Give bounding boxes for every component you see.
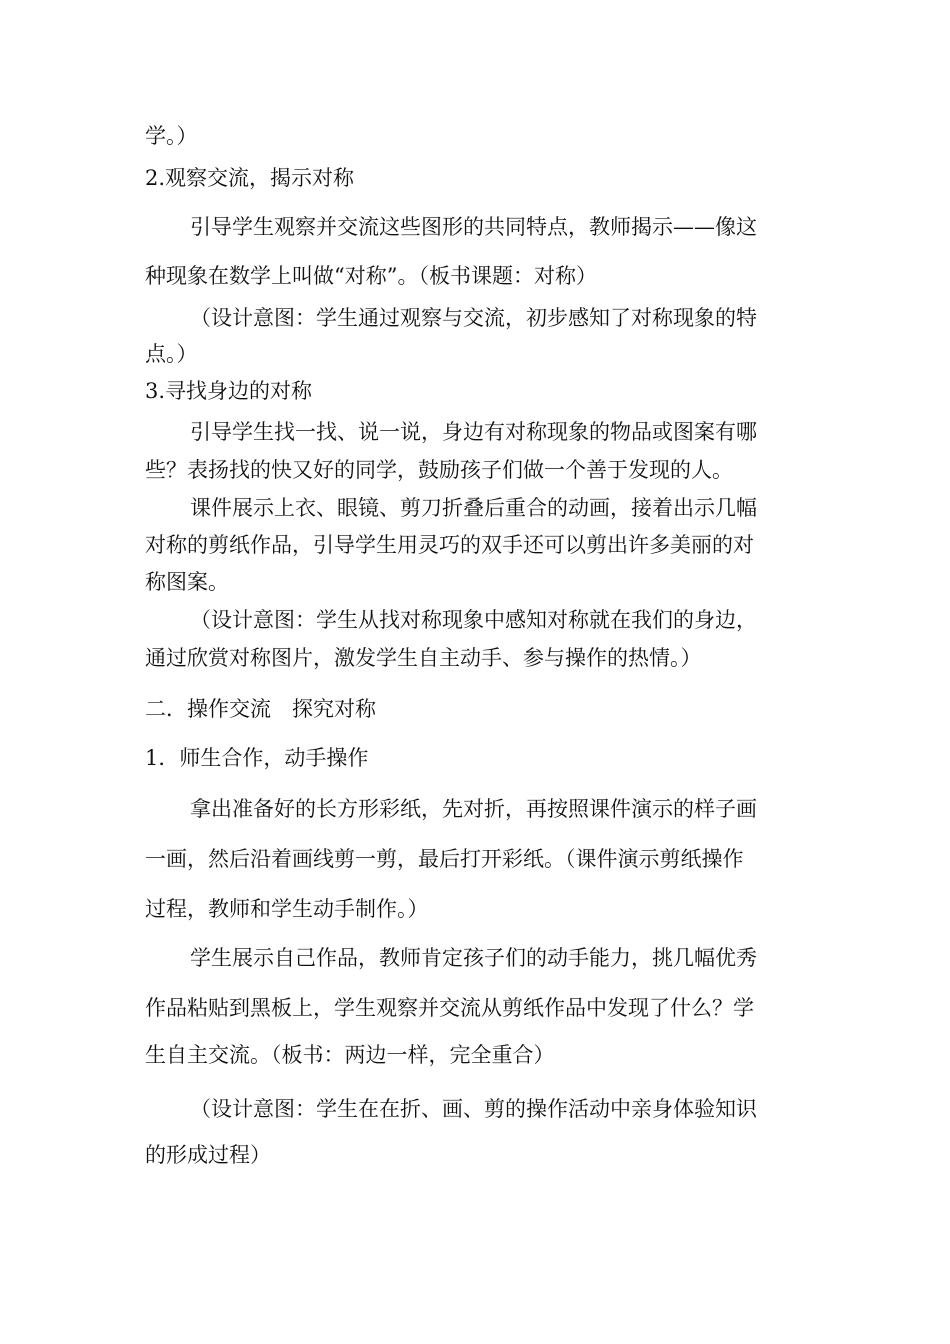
text-line: 通过欣赏对称图片，激发学生自主动手、参与操作的热情。） <box>145 646 702 670</box>
subsection-heading: 1．师生合作，动手操作 <box>145 746 369 770</box>
text-line: 生自主交流。（板书：两边一样，完全重合） <box>145 1043 555 1067</box>
text-line: 学生展示自己作品，教师肯定孩子们的动手能力，挑几幅优秀 <box>190 946 757 970</box>
text-line: 过程，教师和学生动手制作。） <box>145 897 429 921</box>
text-line: 课件展示上衣、眼镜、剪刀折叠后重合的动画，接着出示几幅 <box>190 496 757 520</box>
text-line: 的形成过程） <box>145 1143 271 1167</box>
text-line: 学。） <box>145 124 198 148</box>
text-line: 对称的剪纸作品，引导学生用灵巧的双手还可以剪出许多美丽的对 <box>145 533 754 557</box>
text-line: 引导学生找一找、说一说，身边有对称现象的物品或图案有哪 <box>190 420 757 444</box>
text-line: 些？表扬找的快又好的同学，鼓励孩子们做一个善于发现的人。 <box>145 458 733 482</box>
text-line: 称图案。 <box>145 570 229 594</box>
text-line: 一画，然后沿着画线剪一剪，最后打开彩纸。（课件演示剪纸操作 <box>145 847 744 871</box>
text-line: 作品粘贴到黑板上，学生观察并交流从剪纸作品中发现了什么？学 <box>145 996 754 1020</box>
design-intent-line: （设计意图：学生在在折、画、剪的操作活动中亲身体验知识 <box>190 1097 757 1121</box>
text-line: 种现象在数学上叫做“对称”。（板书课题：对称） <box>145 264 597 288</box>
section-heading: 二．操作交流 探究对称 <box>145 697 376 721</box>
text-line: 点。） <box>145 342 198 366</box>
text-line: 引导学生观察并交流这些图形的共同特点，教师揭示——像这 <box>190 215 757 239</box>
design-intent-line: （设计意图：学生从找对称现象中感知对称就在我们的身边， <box>190 608 757 632</box>
section-heading: 3.寻找身边的对称 <box>145 379 313 403</box>
text-line: 拿出准备好的长方形彩纸，先对折，再按照课件演示的样子画 <box>190 797 757 821</box>
section-heading: 2.观察交流，揭示对称 <box>145 166 355 190</box>
design-intent-line: （设计意图：学生通过观察与交流，初步感知了对称现象的特 <box>190 306 757 330</box>
